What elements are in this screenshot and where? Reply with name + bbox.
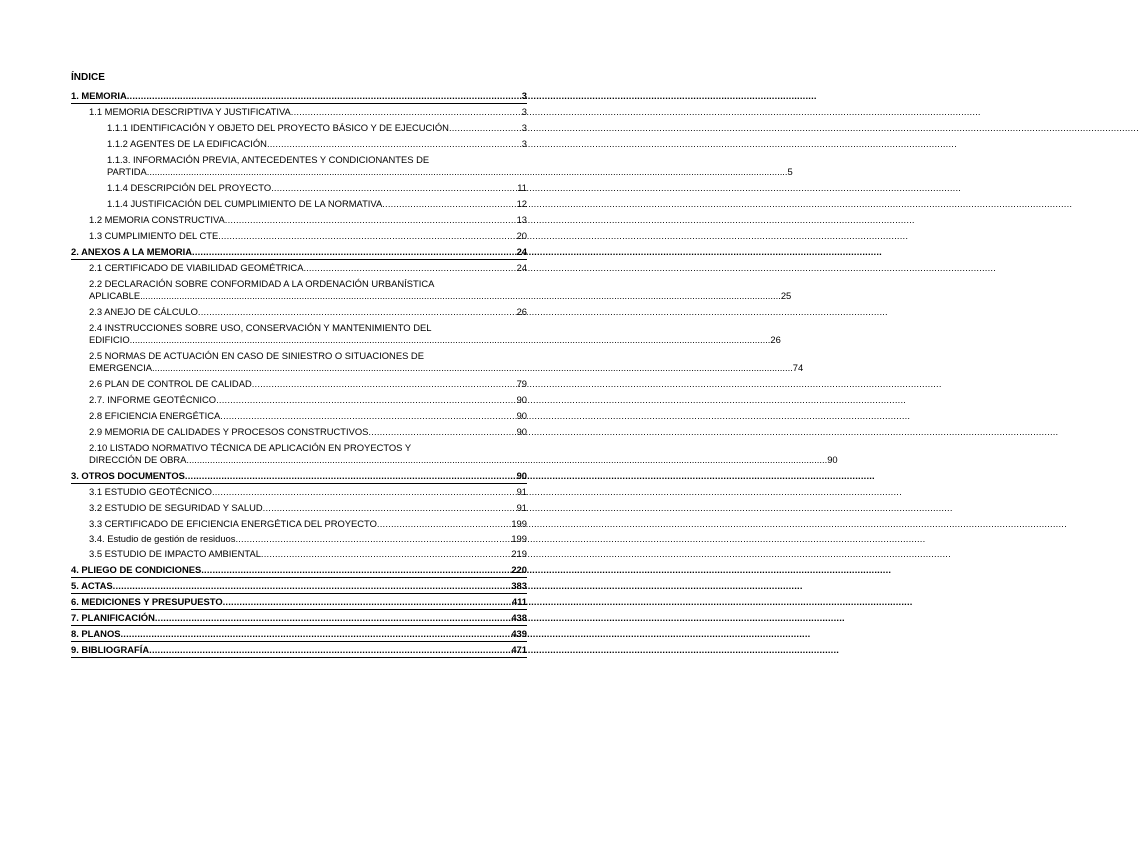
toc-subsection-entry[interactable] [71, 376, 527, 392]
toc-page-number: 24 [516, 246, 527, 257]
toc-page-number: 5 [787, 166, 793, 177]
toc-dot-leader [212, 486, 516, 498]
toc-dot-leader [220, 410, 515, 422]
toc-page-number: 90 [516, 470, 527, 481]
toc-entry-text: 1. MEMORIA [71, 90, 127, 101]
toc-dot-leader [149, 644, 510, 656]
toc-list [71, 88, 838, 658]
toc-page-number: 90 [827, 454, 838, 465]
toc-page-number: 13 [516, 214, 527, 225]
toc-dot-leader [121, 628, 511, 640]
toc-entry-text: 1.3 CUMPLIMIENTO DEL CTE [89, 230, 219, 241]
toc-section-entry[interactable] [71, 244, 527, 260]
toc-section-entry[interactable] [71, 578, 527, 594]
toc-page-number: 471 [511, 644, 527, 655]
toc-section-entry[interactable] [71, 626, 527, 642]
toc-page-number: 3 [521, 106, 527, 117]
toc-dot-leader [252, 378, 516, 390]
toc-section-entry[interactable] [71, 468, 527, 484]
toc-subsection-entry[interactable] [71, 408, 527, 424]
toc-subsection-entry[interactable] [71, 152, 793, 180]
toc-dot-leader [155, 612, 510, 624]
toc-dot-leader [127, 90, 521, 102]
toc-subsection-entry[interactable] [71, 228, 527, 244]
toc-dot-leader [306, 262, 516, 274]
toc-dot-leader [192, 246, 516, 258]
toc-page-number: 439 [511, 628, 527, 639]
toc-entry-text: 2.8 EFICIENCIA ENERGÉTICA [89, 410, 221, 421]
toc-dot-leader [235, 533, 510, 545]
toc-entry-text: 1.1.2 AGENTES DE LA EDIFICACIÓN [107, 138, 267, 149]
toc-dot-leader [185, 470, 516, 482]
toc-entry-text: 8. PLANOS [71, 628, 121, 639]
toc-subsection-entry[interactable] [71, 104, 527, 120]
toc-entry-text: 4. PLIEGO DE CONDICIONES [71, 564, 202, 575]
toc-dot-leader [140, 290, 781, 302]
toc-dot-leader [368, 426, 515, 438]
toc-dot-leader [291, 106, 521, 118]
toc-entry-text: 2.6 PLAN DE CONTROL DE CALIDAD [89, 378, 252, 389]
toc-dot-leader [261, 548, 510, 560]
toc-subsection-entry[interactable] [71, 136, 527, 152]
toc-page-number: 74 [792, 362, 804, 373]
toc-dot-leader [377, 518, 510, 530]
toc-entry-text-continued: PARTIDA [107, 166, 147, 177]
toc-subsection-entry[interactable] [71, 532, 527, 546]
toc-entry-text: 3.5 ESTUDIO DE IMPACTO AMBIENTAL [89, 548, 261, 559]
toc-section-entry[interactable] [71, 88, 527, 104]
toc-page-number: 383 [511, 580, 527, 591]
toc-entry-text: 2.3 ANEJO DE CÁLCULO [89, 306, 198, 317]
toc-dot-leader [449, 122, 521, 134]
toc-dot-leader [113, 580, 511, 592]
toc-page-number: 219 [511, 548, 527, 559]
toc-dot-leader [130, 334, 771, 346]
toc-entry-text-continued: APLICABLE [89, 290, 141, 301]
toc-title: ÍNDICE [71, 72, 105, 83]
toc-entry-text-continued: EMERGENCIA [89, 362, 153, 373]
toc-dot-leader [186, 454, 827, 466]
toc-entry-text: 6. MEDICIONES Y PRESUPUESTO [71, 596, 223, 607]
toc-subsection-entry[interactable] [71, 424, 527, 440]
toc-subsection-entry[interactable] [71, 180, 527, 196]
toc-dot-leader [263, 502, 516, 514]
toc-page-number: 26 [770, 334, 781, 345]
toc-entry-text: 1.1 MEMORIA DESCRIPTIVA Y JUSTIFICATIVA [89, 106, 291, 117]
toc-subsection-entry[interactable] [71, 484, 527, 500]
toc-entry-text: 3. OTROS DOCUMENTOS [71, 470, 185, 481]
toc-subsection-entry[interactable] [71, 196, 527, 212]
toc-subsection-entry[interactable] [71, 320, 781, 348]
toc-dot-leader [223, 596, 511, 608]
toc-entry-text: 5. ACTAS [71, 580, 113, 591]
toc-page-number: 3 [521, 90, 527, 101]
toc-dot-leader [267, 138, 521, 150]
toc-entry-text: 2.7. INFORME GEOTÉCNICO [89, 394, 217, 405]
toc-dot-leader [216, 394, 515, 406]
toc-entry-text: 1.1.4 DESCRIPCIÓN DEL PROYECTO [107, 182, 272, 193]
toc-page-number: 199 [511, 518, 527, 529]
toc-subsection-entry[interactable] [71, 440, 838, 468]
toc-entry-text: 1.1.1 IDENTIFICACIÓN Y OBJETO DEL PROYECTO BÁSICO Y DE EJECUCIÓN [107, 122, 449, 133]
toc-subsection-entry[interactable] [71, 120, 527, 136]
toc-entry-text: 2. ANEXOS A LA MEMORIA [71, 246, 193, 257]
toc-page-number: 91 [516, 502, 527, 513]
toc-section-entry[interactable] [71, 610, 527, 626]
toc-dot-leader [198, 306, 516, 318]
toc-section-entry[interactable] [71, 562, 527, 578]
toc-entry-text: 2.5 NORMAS DE ACTUACIÓN EN CASO DE SINIESTRO O SITUACIONES DE [89, 350, 424, 361]
toc-subsection-entry[interactable] [71, 546, 527, 562]
toc-section-entry[interactable] [71, 594, 527, 610]
toc-page-number: 90 [516, 394, 527, 405]
toc-dot-leader [147, 166, 788, 178]
toc-page-number: 20 [516, 230, 527, 241]
toc-entry-text: 7. PLANIFICACIÓN [71, 612, 155, 623]
toc-page-number: 199 [511, 533, 527, 544]
toc-dot-leader [152, 362, 793, 374]
toc-entry-text: 2.1 CERTIFICADO DE VIABILIDAD GEOMÉTRICA. [89, 262, 307, 273]
toc-entry-text: 3.2 ESTUDIO DE SEGURIDAD Y SALUD [89, 502, 263, 513]
toc-page-number: 11 [517, 182, 527, 193]
toc-page-number: 90 [516, 426, 527, 437]
toc-entry-text: 2.2 DECLARACIÓN SOBRE CONFORMIDAD A LA ORDENACIÓN URBANÍSTICA [89, 278, 435, 289]
toc-page-number: 411 [511, 596, 527, 607]
toc-page-number: 24 [516, 262, 527, 273]
toc-page-number: 12 [516, 198, 527, 209]
toc-page-number: 220 [511, 564, 527, 575]
toc-entry-text-continued: EDIFICIO [89, 334, 130, 345]
toc-entry-text: 9. BIBLIOGRAFÍA [71, 644, 150, 655]
toc-entry-text: 2.9 MEMORIA DE CALIDADES Y PROCESOS CONSTRUCTIVOS [89, 426, 369, 437]
toc-subsection-entry[interactable] [71, 260, 527, 276]
toc-page-number: 3 [521, 138, 527, 149]
toc-entry-text: 1.1.3. INFORMACIÓN PREVIA, ANTECEDENTES Y CONDICIONANTES DE [107, 154, 430, 165]
toc-entry-text: 2.4 INSTRUCCIONES SOBRE USO, CONSERVACIÓN Y MANTENIMIENTO DEL [89, 322, 432, 333]
toc-page-number: 26 [516, 306, 527, 317]
toc-entry-text: 3.1 ESTUDIO GEOTÉCNICO [89, 486, 212, 497]
toc-entry-text: 3.3 CERTIFICADO DE EFICIENCIA ENERGÉTICA DEL PROYECTO [89, 518, 377, 529]
toc-page-number: 25 [780, 290, 792, 301]
toc-entry-text: 3.4. Estudio de gestión de residuos [89, 533, 236, 544]
toc-subsection-entry[interactable] [71, 516, 527, 532]
toc-entry-text: 2.10 LISTADO NORMATIVO TÉCNICA DE APLICACIÓN EN PROYECTOS Y [89, 442, 412, 453]
toc-page-number: 438 [511, 612, 527, 623]
toc-dot-leader [201, 564, 510, 576]
toc-subsection-entry[interactable] [71, 392, 527, 408]
toc-dot-leader [225, 214, 516, 226]
toc-page-number: 3 [521, 122, 527, 133]
table-of-contents [71, 70, 838, 658]
toc-dot-leader [382, 198, 515, 210]
toc-entry-text: 1.2 MEMORIA CONSTRUCTIVA [89, 214, 225, 225]
toc-entry-text-continued: DIRECCIÓN DE OBRA [89, 454, 187, 465]
toc-subsection-entry[interactable] [71, 304, 527, 320]
toc-page-number: 79 [516, 378, 527, 389]
toc-subsection-entry[interactable] [71, 348, 804, 376]
toc-dot-leader [271, 182, 516, 194]
toc-section-entry[interactable] [71, 642, 527, 658]
toc-dot-leader [218, 230, 515, 242]
toc-page-number: 91 [516, 486, 527, 497]
toc-subsection-entry[interactable] [71, 276, 792, 304]
toc-page-number: 90 [516, 410, 527, 421]
toc-entry-text: 1.1.4 JUSTIFICACIÓN DEL CUMPLIMIENTO DE LA NORMATIVA [107, 198, 383, 209]
toc-subsection-entry[interactable] [71, 212, 527, 228]
toc-subsection-entry[interactable] [71, 500, 527, 516]
